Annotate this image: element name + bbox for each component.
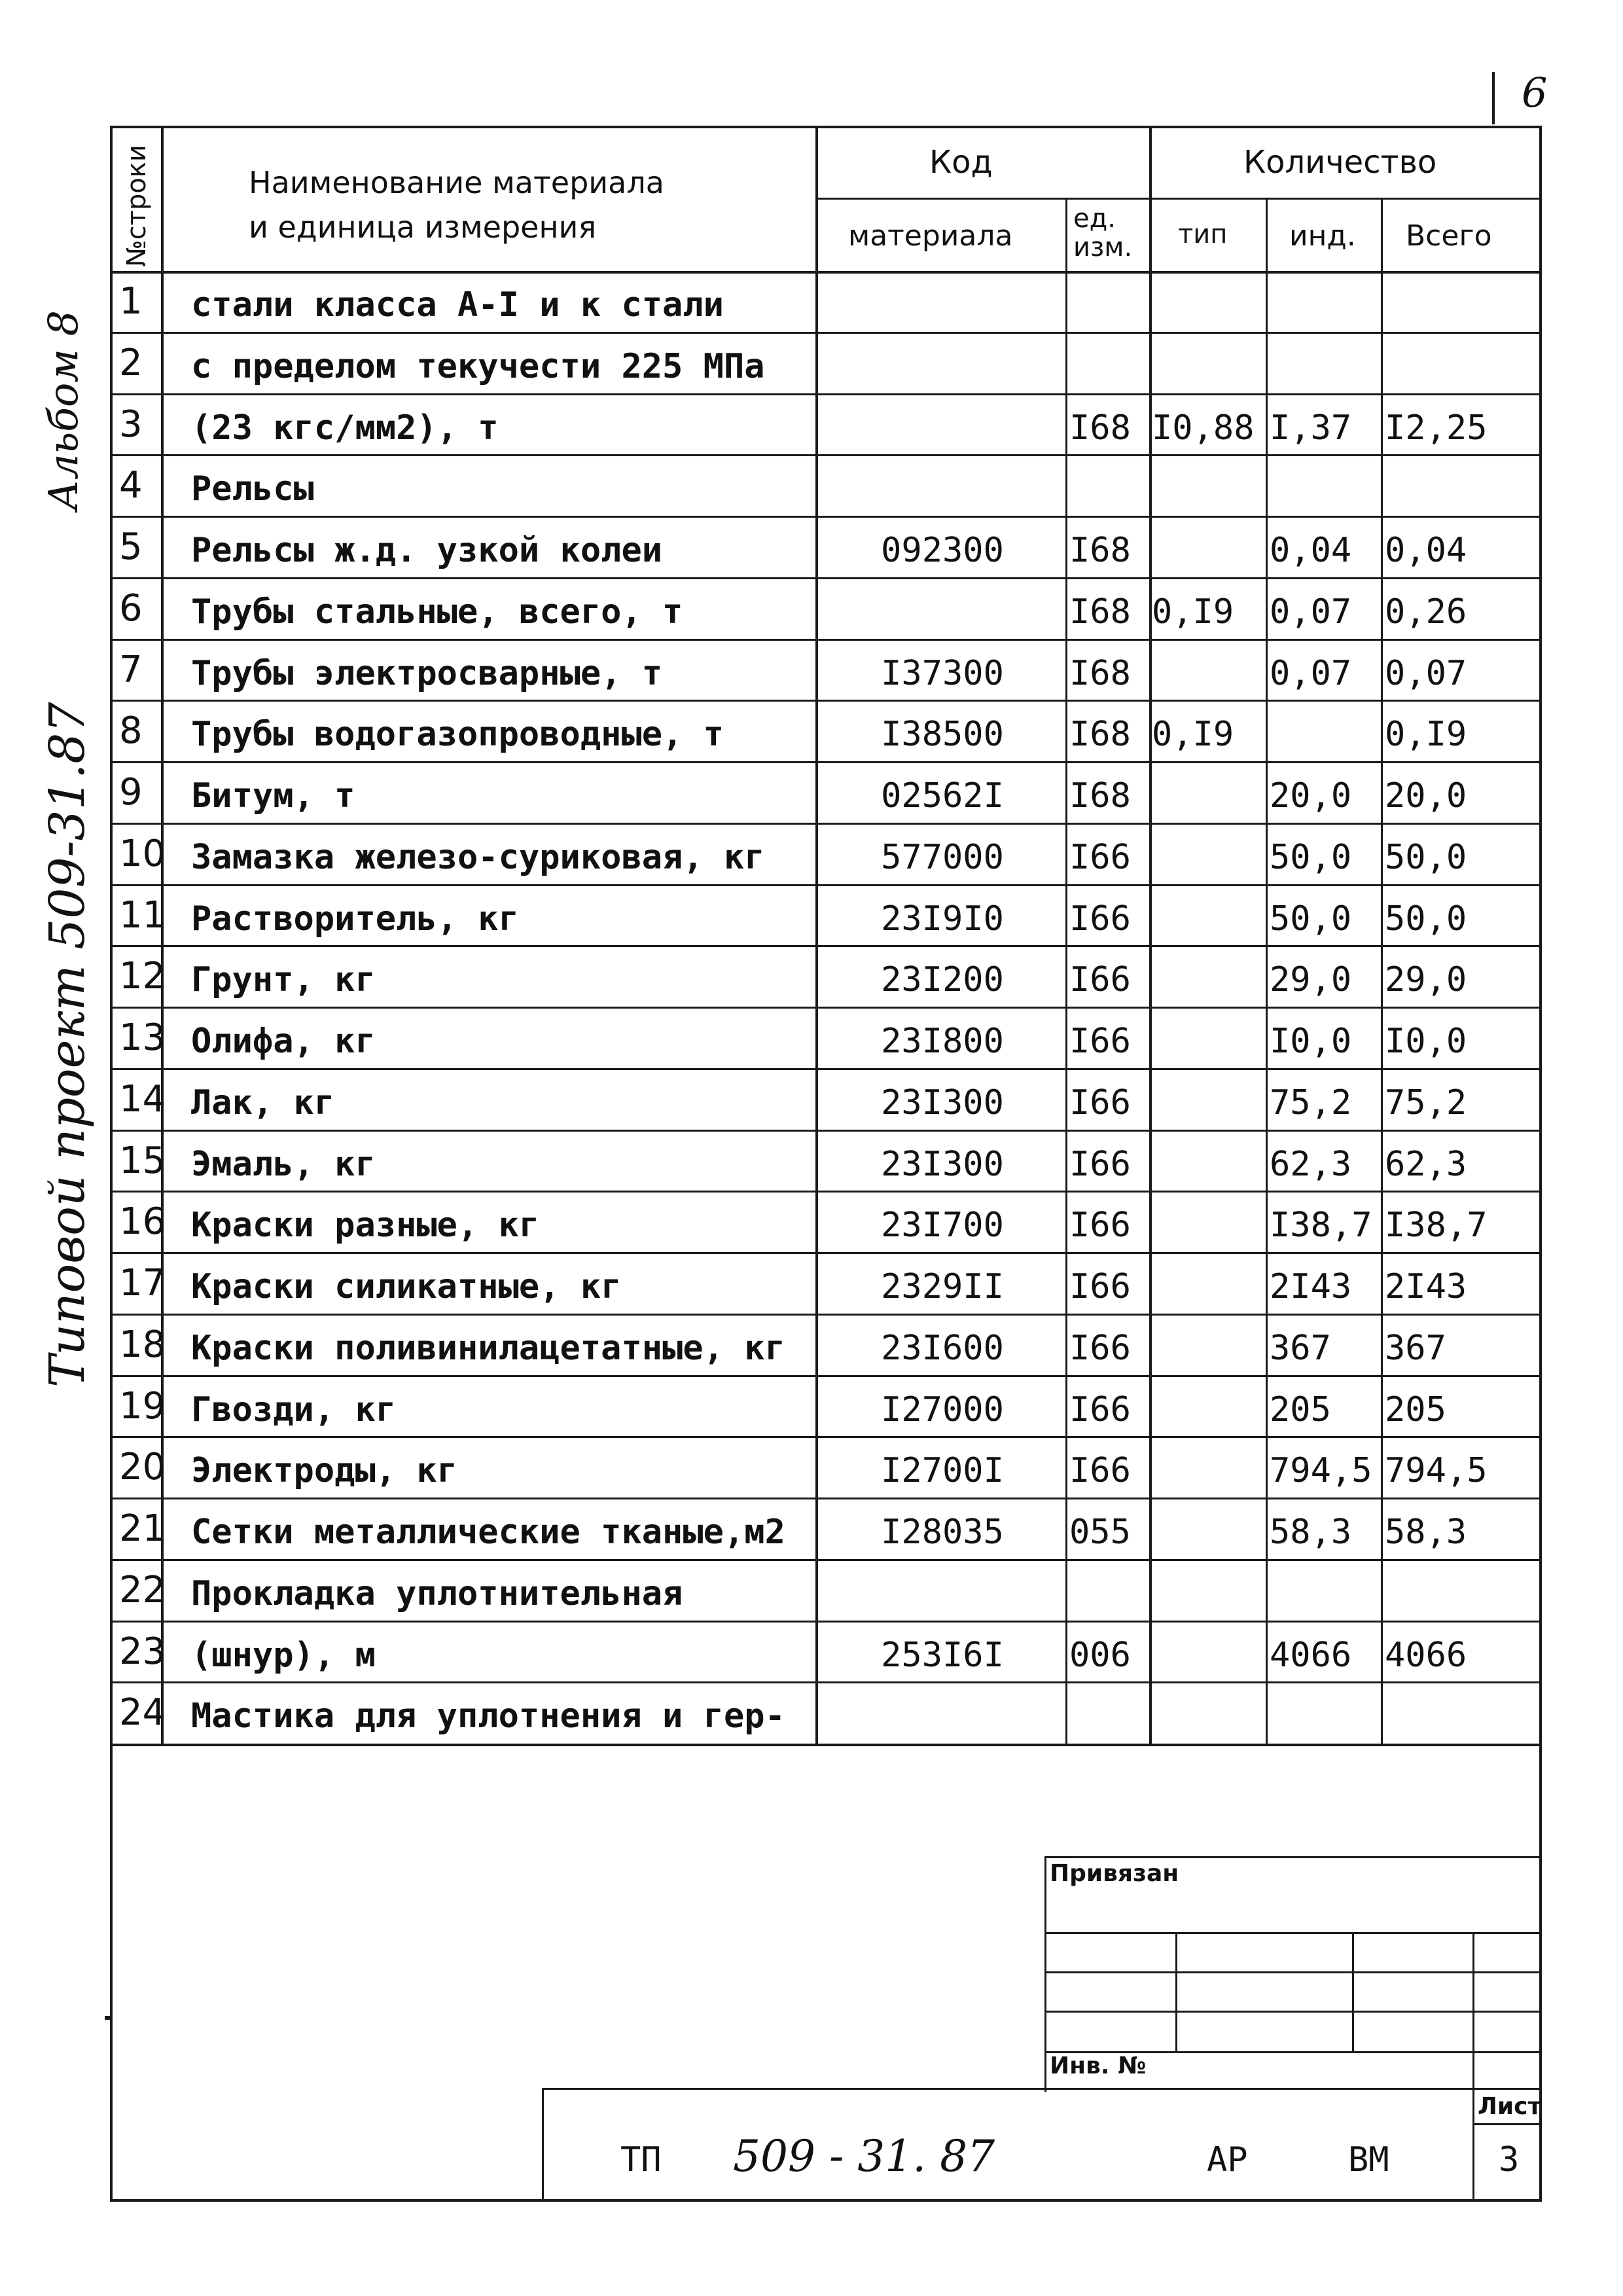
cell-total: 0,04 xyxy=(1385,531,1467,570)
cell-unit: I68 xyxy=(1069,531,1131,570)
cell-ind: 794,5 xyxy=(1270,1451,1372,1491)
row-number: 22 xyxy=(119,1568,166,1611)
cell-type: I0,88 xyxy=(1152,408,1255,448)
cell-unit: I68 xyxy=(1069,408,1131,448)
material-name: Растворитель, кг xyxy=(191,899,519,939)
material-name: Электроды, кг xyxy=(191,1451,457,1491)
cell-code: I28035 xyxy=(881,1513,1004,1552)
row-number: 15 xyxy=(119,1139,166,1182)
page-number: 6 xyxy=(1522,69,1548,117)
cell-code: I38500 xyxy=(881,715,1004,755)
material-name: Трубы электросварные, т xyxy=(191,653,663,693)
material-name: Рельсы xyxy=(191,469,314,509)
cell-ind: 2I43 xyxy=(1270,1267,1352,1306)
header-total: Всего xyxy=(1406,219,1492,253)
header-code: Код xyxy=(929,144,993,181)
cell-code: 2329II xyxy=(881,1267,1004,1306)
cell-unit: I66 xyxy=(1069,899,1131,939)
cell-code: I37300 xyxy=(881,653,1004,693)
cell-total: 50,0 xyxy=(1385,837,1467,877)
material-name: Прокладка уплотнительная xyxy=(191,1573,683,1613)
cell-ind: 0,07 xyxy=(1270,592,1352,632)
row-number: 2 xyxy=(119,341,143,384)
cell-total: 0,26 xyxy=(1385,592,1467,632)
cell-unit: I66 xyxy=(1069,1451,1131,1491)
material-name: Краски поливинилацетатные, кг xyxy=(191,1328,785,1368)
material-name: Грунт, кг xyxy=(191,960,376,1000)
material-name: с пределом текучести 225 МПа xyxy=(191,346,765,386)
row-number: 10 xyxy=(119,832,166,875)
material-name: Сетки металлические тканые,м2 xyxy=(191,1513,785,1552)
cell-ind: 62,3 xyxy=(1270,1144,1352,1184)
cell-total: 50,0 xyxy=(1385,899,1467,939)
stamp-sheet-label: Лист xyxy=(1478,2093,1542,2120)
cell-type: 0,I9 xyxy=(1152,592,1234,632)
cell-unit: I68 xyxy=(1069,715,1131,755)
cell-total: 0,I9 xyxy=(1385,715,1467,755)
header-rownum: №строки xyxy=(122,145,152,267)
cell-code: 23I700 xyxy=(881,1206,1004,1246)
row-number: 5 xyxy=(119,526,143,568)
cell-ind: 29,0 xyxy=(1270,960,1352,1000)
cell-unit: 055 xyxy=(1069,1513,1131,1552)
cell-code: 23I600 xyxy=(881,1328,1004,1368)
row-number: 3 xyxy=(119,403,143,446)
row-number: 18 xyxy=(119,1323,166,1366)
cell-unit: I66 xyxy=(1069,1206,1131,1246)
cell-ind: 367 xyxy=(1270,1328,1331,1368)
cell-ind: I0,0 xyxy=(1270,1022,1352,1061)
material-name: Краски силикатные, кг xyxy=(191,1267,622,1306)
row-number: 1 xyxy=(119,280,143,323)
cell-code: 577000 xyxy=(881,837,1004,877)
material-name: Лак, кг xyxy=(191,1083,335,1122)
cell-ind: 0,07 xyxy=(1270,653,1352,693)
cell-unit: I66 xyxy=(1069,1083,1131,1122)
cell-total: 0,07 xyxy=(1385,653,1467,693)
cell-code: I27000 xyxy=(881,1390,1004,1429)
cell-total: 75,2 xyxy=(1385,1083,1467,1122)
row-number: 20 xyxy=(119,1446,166,1489)
row-number: 9 xyxy=(119,771,143,814)
header-ind: инд. xyxy=(1289,219,1356,253)
side-note-album: Альбом 8 xyxy=(39,310,87,511)
cell-unit: I66 xyxy=(1069,1144,1131,1184)
material-name: Рельсы ж.д. узкой колеи xyxy=(191,531,663,570)
cell-total: I0,0 xyxy=(1385,1022,1467,1061)
material-name: Трубы водогазопроводные, т xyxy=(191,715,724,755)
cell-code: 23I300 xyxy=(881,1083,1004,1122)
header-code-unit: ед. изм. xyxy=(1073,204,1133,262)
stamp-doc: ВМ xyxy=(1348,2140,1389,2179)
cell-total: 4066 xyxy=(1385,1635,1467,1675)
cell-ind: 20,0 xyxy=(1270,776,1352,816)
material-name: Эмаль, кг xyxy=(191,1144,376,1184)
cell-unit: I68 xyxy=(1069,592,1131,632)
cell-ind: I38,7 xyxy=(1270,1206,1372,1246)
cell-total: I38,7 xyxy=(1385,1206,1488,1246)
cell-total: 794,5 xyxy=(1385,1451,1488,1491)
cell-ind: 0,04 xyxy=(1270,531,1352,570)
cell-total: 29,0 xyxy=(1385,960,1467,1000)
stamp-project-code: 509 - 31. 87 xyxy=(733,2131,995,2181)
cell-code: 253I6I xyxy=(881,1635,1004,1675)
cell-ind: I,37 xyxy=(1270,408,1352,448)
row-number: 4 xyxy=(119,464,143,507)
row-number: 7 xyxy=(119,648,143,691)
stamp-inv-label: Инв. № xyxy=(1050,2053,1147,2079)
stamp-bound-label: Привязан xyxy=(1050,1860,1179,1887)
row-number: 8 xyxy=(119,709,143,753)
row-number: 24 xyxy=(119,1691,166,1734)
stamp-tp: ТП xyxy=(620,2140,662,2179)
cell-ind: 50,0 xyxy=(1270,899,1352,939)
row-number: 16 xyxy=(119,1200,166,1244)
cell-ind: 75,2 xyxy=(1270,1083,1352,1122)
cell-code: 23I9I0 xyxy=(881,899,1004,939)
cell-total: 2I43 xyxy=(1385,1267,1467,1306)
material-name: (23 кгс/мм2), т xyxy=(191,408,499,448)
cell-total: 62,3 xyxy=(1385,1144,1467,1184)
cell-unit: I68 xyxy=(1069,653,1131,693)
cell-total: 205 xyxy=(1385,1390,1446,1429)
cell-unit: I68 xyxy=(1069,776,1131,816)
material-name: Замазка железо-суриковая, кг xyxy=(191,837,765,877)
cell-code: 23I200 xyxy=(881,960,1004,1000)
material-name: стали класса А-I и к стали xyxy=(191,285,724,325)
cell-unit: I66 xyxy=(1069,1390,1131,1429)
cell-code: 23I800 xyxy=(881,1022,1004,1061)
material-name: Олифа, кг xyxy=(191,1022,376,1061)
cell-ind: 50,0 xyxy=(1270,837,1352,877)
cell-ind: 205 xyxy=(1270,1390,1331,1429)
header-name: Наименование материала и единица измерения xyxy=(249,165,664,245)
stamp-section: АР xyxy=(1207,2140,1248,2179)
cell-total: 20,0 xyxy=(1385,776,1467,816)
row-number: 14 xyxy=(119,1077,166,1121)
cell-code: I2700I xyxy=(881,1451,1004,1491)
side-note-project: Типовой проект 509-31.87 xyxy=(39,702,96,1388)
cell-unit: 006 xyxy=(1069,1635,1131,1675)
material-name: Гвозди, кг xyxy=(191,1390,397,1429)
row-number: 19 xyxy=(119,1384,166,1427)
row-number: 13 xyxy=(119,1016,166,1059)
cell-code: 02562I xyxy=(881,776,1004,816)
material-name: Трубы стальные, всего, т xyxy=(191,592,683,632)
header-type: тип xyxy=(1178,219,1228,249)
material-name: Краски разные, кг xyxy=(191,1206,540,1246)
cell-ind: 58,3 xyxy=(1270,1513,1352,1552)
cell-total: 58,3 xyxy=(1385,1513,1467,1552)
material-name: Мастика для уплотнения и гер- xyxy=(191,1696,785,1736)
header-code-material: материала xyxy=(848,219,1013,253)
header-quantity: Количество xyxy=(1243,144,1437,181)
stamp-sheet-number: 3 xyxy=(1499,2140,1520,2179)
cell-unit: I66 xyxy=(1069,837,1131,877)
material-name: Битум, т xyxy=(191,776,355,816)
row-number: 23 xyxy=(119,1630,166,1673)
row-number: 21 xyxy=(119,1507,166,1550)
cell-unit: I66 xyxy=(1069,1328,1131,1368)
row-number: 6 xyxy=(119,586,143,630)
material-name: (шнур), м xyxy=(191,1635,376,1675)
cell-unit: I66 xyxy=(1069,960,1131,1000)
cell-total: I2,25 xyxy=(1385,408,1488,448)
row-number: 11 xyxy=(119,893,166,937)
cell-unit: I66 xyxy=(1069,1022,1131,1061)
cell-code: 092300 xyxy=(881,531,1004,570)
cell-code: 23I300 xyxy=(881,1144,1004,1184)
row-number: 12 xyxy=(119,955,166,998)
cell-unit: I66 xyxy=(1069,1267,1131,1306)
cell-ind: 4066 xyxy=(1270,1635,1352,1675)
cell-type: 0,I9 xyxy=(1152,715,1234,755)
cell-total: 367 xyxy=(1385,1328,1446,1368)
row-number: 17 xyxy=(119,1262,166,1304)
